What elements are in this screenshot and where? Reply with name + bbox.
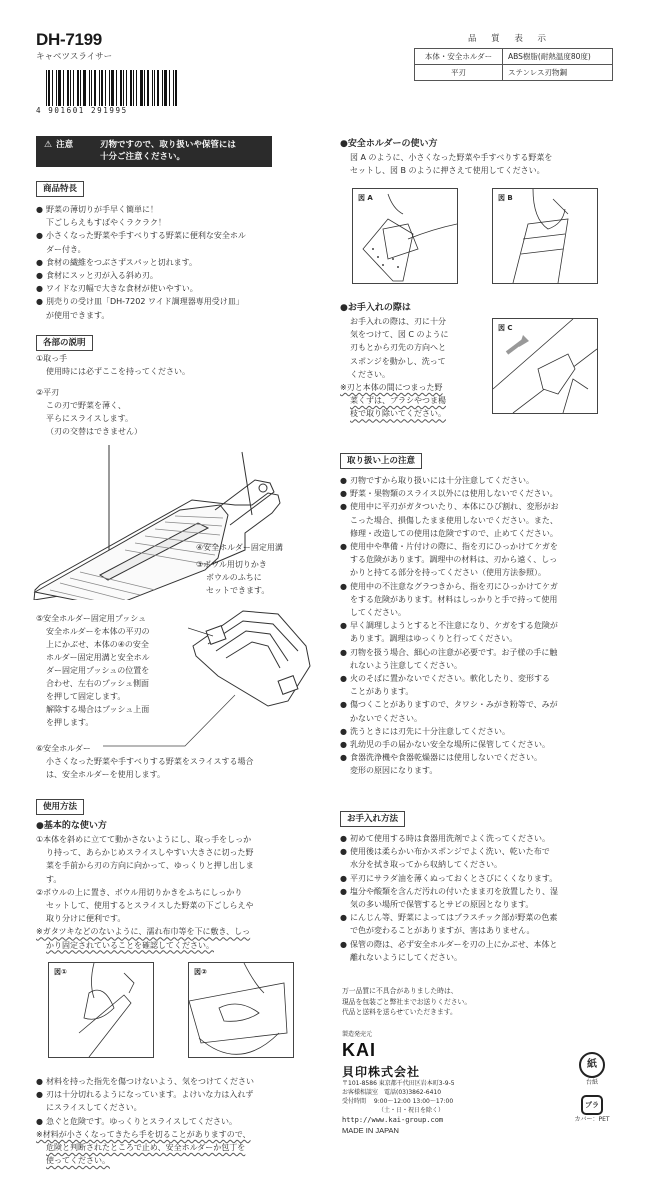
barcode-bar — [99, 70, 100, 106]
figure-1 — [48, 962, 154, 1058]
bowl-slicing-illustration — [189, 963, 293, 1057]
figure-c — [492, 318, 598, 414]
warning-label: 注意 — [56, 140, 74, 150]
list-item: ● 使用中の不注意なグラつきから、指を刃にひっかけてケガ をする危険があります。材料はしっかりと手で持って使用 してください。 — [340, 580, 622, 620]
text-line: を押して固定します。 — [46, 692, 126, 701]
holder-usage-desc: 図 A のように、小さくなった野菜や手すべりする野菜を — [350, 153, 553, 162]
features-section — [36, 176, 308, 322]
text-line: スポンジを動かし、洗って — [350, 356, 446, 366]
recycle-paper-icon: 紙 — [579, 1052, 605, 1078]
barcode-bar — [157, 70, 159, 106]
section-label: 各部の説明 — [36, 335, 93, 351]
barcode-bar — [70, 70, 71, 106]
holder-usage-desc: セットし、図 B のように押さえて使用してください。 — [350, 166, 545, 176]
barcode-bar — [83, 70, 86, 106]
list-item: ● 傷つくことがありますので、タワシ・みがき粉等で、みが かないでください。 — [340, 698, 622, 724]
barcode-bar — [94, 70, 96, 106]
text-line: お手入れの際は、刃に十分 — [350, 317, 446, 326]
text-line: 安全ホルダーを本体の平刃の — [46, 627, 150, 636]
usage-section — [36, 794, 316, 952]
holder-press-illustration — [493, 189, 597, 283]
barcode-bar — [154, 70, 155, 106]
warning-triangle-icon: ⚠ — [44, 140, 53, 150]
barcode-bar — [162, 70, 163, 106]
list-item: ● 別売りの受け皿「DH-7202 ワイド調理器専用受け皿」 が使用できます。 — [36, 295, 308, 321]
list-item: ● 乳幼児の手の届かない安全な場所に保管してください。 — [340, 738, 622, 751]
part-desc: （刃の交替はできません） — [46, 427, 142, 436]
barcode-bar — [130, 70, 132, 106]
list-item: ● にんじん等、野菜によってはプラスチック部が野菜の色素 で色が変わることがありますが、害はありません。 — [340, 911, 622, 937]
barcode-bar — [91, 70, 92, 106]
barcode-bar — [48, 70, 50, 106]
barcode-bar — [52, 70, 53, 106]
barcode-bar — [140, 70, 143, 106]
part-desc: 小さくなった野菜や手すべりする野菜をスライスする場合 — [46, 757, 254, 766]
step-line: 取り分けに便利です。 — [46, 914, 126, 924]
step-line: り持って、あらかじめスライスしやすい大きさに切った野 — [46, 848, 254, 858]
holder-leader-line — [100, 690, 240, 750]
barcode-bar — [133, 70, 134, 106]
barcode-number: 4 901601 291995 — [36, 106, 128, 115]
website-link[interactable]: http://www.kai-group.com — [342, 1116, 444, 1124]
cautions-list — [36, 1075, 321, 1128]
table-cell: ABS樹脂(耐熱温度80度) — [503, 49, 613, 65]
table-cell: ステンレス刃物鋼 — [503, 65, 613, 81]
barcode-bar — [136, 70, 137, 106]
note-line: ※刃と本体の間につまった野 — [340, 383, 443, 393]
step-line: 菜を手前から刃の方向に向かって、ゆっくりと押し出しま — [46, 861, 254, 871]
part-title: ②平刃 — [36, 388, 60, 397]
list-item: ● 材料を持った指先を傷つけないよう、気をつけてください — [36, 1075, 321, 1088]
barcode-bar — [144, 70, 145, 106]
note-line: 現品を包装ごと弊社までお送りください。 — [342, 997, 472, 1006]
care-tip-note — [340, 381, 490, 421]
table-cell: 本体・安全ホルダー — [415, 49, 503, 65]
step-line: ②ボウルの上に置き、ボウル用切りかきをふちにしっかり — [36, 887, 243, 897]
note-line: ※ガタツキなどのないように、濡れ布巾等を下に敷き、しっ — [36, 927, 251, 937]
figure-label: 図 B — [498, 194, 513, 202]
text-line: ください。 — [350, 369, 390, 379]
barcode — [36, 70, 179, 115]
figure-2 — [188, 962, 294, 1058]
kai-logo: KAI — [342, 1040, 376, 1060]
barcode-bar — [105, 70, 106, 106]
list-item: ● ワイドな刃幅で大きな食材が使いやすい。 — [36, 282, 308, 295]
barcode-bar — [173, 70, 174, 106]
care-tip-desc — [340, 315, 490, 381]
barcode-bar — [164, 70, 167, 106]
list-item: ● 野菜の薄切りが手早く簡単に！ 下ごしらえもすばやくラクラク！ — [36, 203, 308, 229]
barcode-bar — [73, 70, 74, 106]
figure-a — [352, 188, 458, 284]
list-item: ● 初めて使用する時は食器用洗剤でよく洗ってください。 — [340, 832, 622, 845]
recycle-label: 台紙 — [585, 1079, 598, 1086]
note-line: 使ってください。 — [46, 1156, 110, 1166]
part-title: ①取っ手 — [36, 354, 68, 363]
text-line: 刃もとから刃先の方向へと — [350, 343, 446, 353]
step-line: す。 — [46, 874, 62, 884]
barcode-bar — [67, 70, 69, 106]
origin: MADE IN JAPAN — [342, 1126, 399, 1135]
part-desc: ボウルのふちに — [206, 573, 262, 582]
recycle-plastic-icon: プラ — [581, 1095, 603, 1115]
figure-label: 図② — [194, 968, 207, 976]
quality-table — [414, 48, 613, 81]
list-item: ● 急ぐと危険です。ゆっくりとスライスしてください。 — [36, 1115, 321, 1128]
list-item: ● 食器洗浄機や食器乾燥器には使用しないでください。 変形の原因になります。 — [340, 751, 622, 777]
list-item: ● 洗うときには刃先に十分注意してください。 — [340, 725, 622, 738]
list-item: ● 早く調理しようとすると不注意になり、ケガをする危険が あります。調理はゆっくりと行ってください。 — [340, 619, 622, 645]
figure-b — [492, 188, 598, 284]
note-line: かり固定されていることを確認してください。 — [46, 940, 214, 950]
section-label: 取り扱い上の注意 — [340, 453, 422, 469]
barcode-bar — [77, 70, 79, 106]
features-list — [36, 203, 308, 322]
usage-basic-title: ●基本的な使い方 — [36, 821, 107, 831]
text-line: ホルダー固定用溝と安全ホル — [46, 653, 150, 662]
address: 〒101-8586 東京都千代田区岩本町3-9-5 — [342, 1080, 455, 1087]
text-line: 上にかぶせ、本体の④の安全 — [46, 640, 149, 649]
barcode-bar — [123, 70, 124, 106]
sponge-cleaning-illustration — [493, 319, 597, 413]
barcode-bar — [56, 70, 57, 106]
barcode-bar — [116, 70, 117, 106]
list-item: ● 小さくなった野菜や手すべりする野菜に便利な安全ホル ダー付き。 — [36, 229, 308, 255]
list-item: ● 使用中に平刃がガタついたり、本体にひび割れ、変形がお こった場合、損傷したまま使用しないでください。また、 修理・改造しての使用は危険ですので、止めてください。 — [340, 500, 622, 540]
holder-usage-section — [340, 138, 622, 177]
usage-bottom-note — [36, 1128, 321, 1168]
quality-title: 品 質 表 示 — [467, 34, 553, 44]
list-item: ● 使用中や準備・片付けの際に、指を刃にひっかけてケガを する危険があります。調理中の材料は、刃から遠く、しっ かりと持てる部分を持ってください（使用方法参照）。 — [340, 540, 622, 580]
text-line: を押します。 — [46, 718, 94, 727]
part-holder-groove: ④安全ホルダー固定用溝 — [196, 543, 283, 552]
paper-recycle-mark — [572, 1052, 612, 1087]
care-tip-title: ●お手入れの際は — [340, 303, 411, 313]
holder-set-illustration — [353, 189, 457, 283]
part-desc: この刃で野菜を薄く、 — [46, 401, 126, 410]
list-item: ● 保管の際は、必ず安全ホルダーを刃の上にかぶせ、本体と 離れないようにしてください。 — [340, 938, 622, 964]
part-title: ③ボウル用切りかき — [196, 560, 267, 569]
text-line: ダー固定用プッシュの位置を — [46, 666, 150, 675]
plastic-recycle-mark — [562, 1095, 622, 1124]
step-line: セットして、使用するとスライスした野菜の下ごしらえや — [46, 901, 254, 911]
hours-note: （土・日・祝日を除く） — [378, 1107, 445, 1114]
note-line: 危険と判断されたところで止め、安全ホルダーか包丁を — [46, 1143, 246, 1153]
part-handle — [36, 352, 296, 378]
barcode-bar — [126, 70, 127, 106]
barcode-bar — [175, 70, 177, 106]
warning-line: 十分ご注意ください。 — [100, 152, 186, 162]
barcode-bar — [109, 70, 110, 106]
barcode-bar — [89, 70, 90, 106]
handling-section — [340, 448, 622, 778]
figure-label: 図 A — [358, 194, 373, 202]
part-desc: は、安全ホルダーを使用します。 — [46, 770, 166, 779]
part-title: ⑥安全ホルダー — [36, 744, 91, 753]
list-item: ● 刃は十分切れるようになっています。よけいな力は入れず にスライスしてください。 — [36, 1088, 321, 1114]
parts-section — [36, 330, 308, 351]
recycle-label: カバー：PET — [574, 1116, 610, 1123]
barcode-bar — [147, 70, 149, 106]
warning-banner — [36, 136, 272, 167]
maintenance-list — [340, 832, 622, 964]
list-item: ● 刃物を扱う場合、細心の注意が必要です。お子様の手に触 れないよう注意してください。 — [340, 646, 622, 672]
text-line: 気をつけて、図 C のように — [350, 330, 449, 340]
maintenance-section — [340, 806, 622, 964]
figure-label: 図 C — [498, 324, 513, 332]
barcode-bar — [169, 70, 170, 106]
note-line: ※材料が小さくなってきたら手を切ることがありますので、 — [36, 1129, 251, 1139]
note-line: 枝で取り除いてください。 — [350, 409, 446, 419]
defect-note — [342, 986, 471, 1018]
company-contact — [342, 1079, 455, 1115]
list-item: ● 野菜・果物類のスライス以外には使用しないでください。 — [340, 487, 622, 500]
barcode-bar — [46, 70, 47, 106]
phone: お客様相談室 電話(03)3862-6410 — [342, 1089, 442, 1096]
table-row — [415, 65, 613, 81]
note-line: 万一品質に不具合がありました時は、 — [342, 987, 458, 995]
part-bowl-notch — [196, 558, 316, 597]
company-name: 貝印株式会社 — [342, 1065, 421, 1079]
step-line: ①本体を斜めに立てて動かさないようにし、取っ手をしっか — [36, 835, 252, 844]
note-line: 菜くずは、ブラシやつま楊 — [350, 396, 446, 406]
barcode-bar — [63, 70, 64, 106]
table-row — [415, 49, 613, 65]
hours: 受付時間 9:00〜12:00 13:00〜17:00 — [342, 1098, 454, 1105]
barcode-bar — [152, 70, 153, 106]
barcode-bar — [111, 70, 114, 106]
part-desc: セットできます。 — [206, 586, 270, 595]
holder-usage-title: ●安全ホルダーの使い方 — [340, 139, 438, 149]
text-line: 解除する場合はプッシュ上面 — [46, 705, 150, 714]
care-tip-section — [340, 302, 490, 421]
usage-cautions — [36, 1075, 321, 1167]
barcode-bars — [46, 70, 179, 106]
barcode-bar — [101, 70, 103, 106]
figure-label: 図① — [54, 968, 67, 976]
list-item: ● 火のそばに置かないでください。軟化したり、変形する ことがあります。 — [340, 672, 622, 698]
list-item: ● 平刃にサラダ油を薄くぬっておくとさびにくくなります。 — [340, 872, 622, 885]
list-item: ● 塩分や酸類を含んだ汚れの付いたまま刃を放置したり、湿 気の多い場所で保管するとサビの原因となります。 — [340, 885, 622, 911]
table-cell: 平刃 — [415, 65, 503, 81]
list-item: ● 刃物ですから取り扱いには十分注意してください。 — [340, 474, 622, 487]
list-item: ● 食材の繊維をつぶさずスパッと切れます。 — [36, 256, 308, 269]
list-item: ● 使用後は柔らかい布かスポンジでよく洗い、乾いた布で 水分を拭き取ってから収納してください。 — [340, 845, 622, 871]
list-item: ● 食材にスッと刃が入る斜め刃。 — [36, 269, 308, 282]
section-label: 商品特長 — [36, 181, 84, 197]
note-line: 代品と送料を送らせていただきます。 — [342, 1008, 457, 1016]
section-label: お手入れ方法 — [340, 811, 405, 827]
part-desc: 使用時には必ずここを持ってください。 — [46, 367, 190, 376]
usage-steps — [36, 833, 316, 925]
section-label: 使用方法 — [36, 799, 84, 815]
text-line: 合わせ、左右のプッシュ側面 — [46, 679, 150, 688]
barcode-bar — [120, 70, 122, 106]
product-name: キャベツスライサー — [36, 52, 113, 62]
hand-slicing-illustration — [49, 963, 153, 1057]
maker-label: 製造発売元 — [342, 1031, 373, 1038]
handling-list — [340, 474, 622, 778]
part-title: ⑤安全ホルダー固定用プッシュ — [36, 614, 147, 623]
usage-note — [36, 925, 316, 951]
part-desc: 平らにスライスします。 — [46, 414, 134, 423]
warning-line: 刃物ですので、取り扱いや保管には — [100, 140, 236, 150]
barcode-bar — [80, 70, 81, 106]
barcode-bar — [58, 70, 61, 106]
model-number: DH-7199 — [36, 30, 102, 49]
